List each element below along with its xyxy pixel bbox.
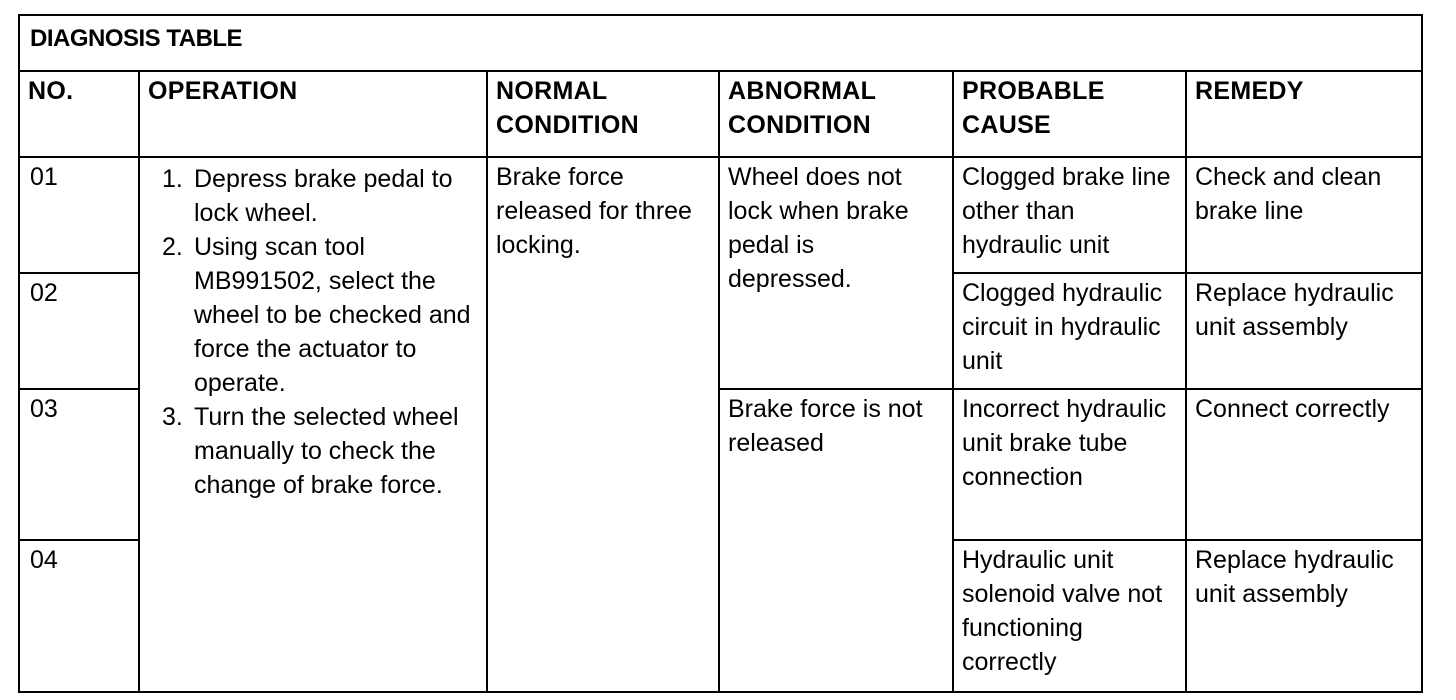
- step-text: Turn the selected wheel manually to check the change of brake force.: [194, 403, 459, 499]
- header-no: NO.: [19, 71, 139, 157]
- row-no: 01: [19, 157, 139, 273]
- probable-cause-cell: Clogged brake line other than hydraulic unit: [953, 157, 1186, 273]
- operation-steps: [148, 160, 478, 502]
- operation-step: [162, 230, 478, 400]
- row-no: 04: [19, 540, 139, 692]
- step-text: Using scan tool MB991502, select the wheel to be checked and force the actuator to operate.: [194, 233, 471, 397]
- probable-cause-cell: Hydraulic unit solenoid valve not functioning correctly: [953, 540, 1186, 692]
- operation-cell: [139, 157, 487, 692]
- step-number: 2.: [162, 233, 183, 261]
- header-probable-cause: PROBABLE CAUSE: [953, 71, 1186, 157]
- remedy-cell: Replace hydraulic unit assembly: [1186, 273, 1422, 389]
- remedy-cell: Check and clean brake line: [1186, 157, 1422, 273]
- diagnosis-table: [18, 14, 1423, 693]
- header-abnormal-condition: ABNORMAL CONDITION: [719, 71, 953, 157]
- operation-step: [162, 162, 478, 230]
- table-title: DIAGNOSIS TABLE: [19, 15, 1422, 71]
- table-row: [19, 157, 1422, 273]
- header-row: [19, 71, 1422, 157]
- header-remedy: REMEDY: [1186, 71, 1422, 157]
- row-no: 02: [19, 273, 139, 389]
- abnormal-condition-cell: Wheel does not lock when brake pedal is depressed.: [719, 157, 953, 389]
- operation-step: [162, 400, 478, 502]
- step-text: Depress brake pedal to lock wheel.: [194, 165, 453, 227]
- remedy-cell: Connect correctly: [1186, 389, 1422, 540]
- normal-condition-cell: Brake force released for three locking.: [487, 157, 719, 692]
- header-operation: OPERATION: [139, 71, 487, 157]
- probable-cause-cell: Clogged hydraulic circuit in hydraulic unit: [953, 273, 1186, 389]
- abnormal-condition-cell: Brake force is not released: [719, 389, 953, 692]
- header-normal-condition: NORMAL CONDITION: [487, 71, 719, 157]
- step-number: 3.: [162, 403, 183, 431]
- step-number: 1.: [162, 165, 183, 193]
- remedy-cell: Replace hydraulic unit assembly: [1186, 540, 1422, 692]
- probable-cause-cell: Incorrect hydraulic unit brake tube connection: [953, 389, 1186, 540]
- row-no: 03: [19, 389, 139, 540]
